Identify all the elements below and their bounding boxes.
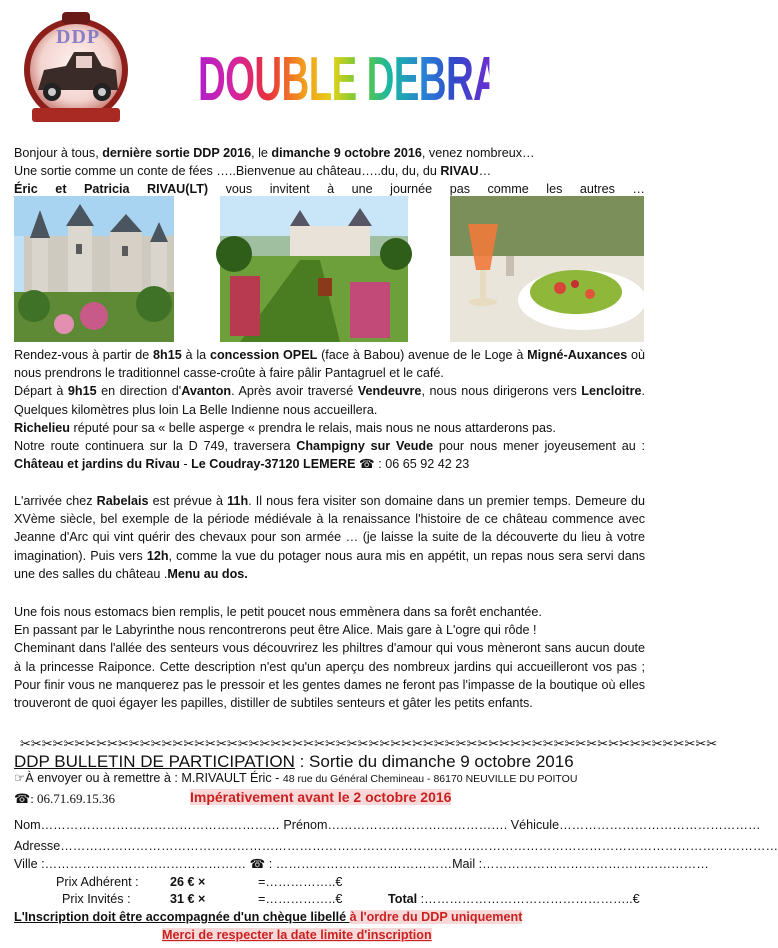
castle-photo: [14, 196, 174, 342]
address-field-line[interactable]: Adresse………………………………………………………………………………………………………………………………………………………: [14, 839, 778, 853]
grand-total-field[interactable]: Total :…………………………………………..€: [388, 892, 640, 906]
deadline-notice: Impérativement avant le 2 octobre 2016: [190, 789, 452, 805]
garden-photo: [220, 196, 408, 342]
respect-deadline-notice: Merci de respecter la date limite d'inscription: [162, 928, 432, 942]
guest-total-field[interactable]: =……………..€: [258, 892, 343, 906]
forest-line-3: Cheminant dans l'allée des senteurs vous découvrirez les philtres d'amour qui vous mèneront sans aucun doute à la princesse Raiponce. Cette description n'est qu'un aperçu des nombreux jardins qui accueilleront vos pas ; Pour finir vous ne manquerez pas le pressoir et les gentes dames ne feront pas l'impasse de la boutique où elles trouveront de quoi égayer les papilles, distiller de subtiles senteurs et gâter les petits enfants.: [14, 641, 645, 711]
guest-price: 31 € ×: [170, 892, 206, 906]
ddp-logo: [22, 8, 130, 128]
guest-price-label: Prix Invités :: [62, 892, 131, 906]
page-title: DOUBLE DEBRAYAGE PICTAVE: [198, 30, 489, 130]
route-para-2: Départ à 9h15 en direction d'Avanton. Après avoir traversé Vendeuvre, nous nous dirigerons vers Lencloitre. Quelques kilomètres plus loin La Belle Indienne nous accueillera.: [14, 384, 645, 417]
forest-line-2: En passant par le Labyrinthe nous rencontrerons peut être Alice. Mais gare à L'ogre qui rôde !: [14, 623, 537, 638]
route-para-3: Richelieu réputé pour sa « belle asperge « prendra le relais, mais nous ne nous attarderons pas.: [14, 420, 556, 435]
cheque-notice: L'Inscription doit être accompagnée d'un chèque libellé à l'ordre du DDP uniquement: [14, 910, 523, 924]
forest-block: [14, 603, 645, 712]
route-block: [14, 346, 645, 473]
meal-photo: [450, 196, 644, 342]
visit-block: [14, 492, 645, 583]
visit-para: L'arrivée chez Rabelais est prévue à 11h. Il nous fera visiter son domaine dans un premier temps. Demeure du XVème siècle, bel exemple de la période médiévale à la renaissance l'histoire de ce château commence avec Jeanne d'Arc qui vint quérir des chevaux pour son armée … (je laisse la suite de la découverte du lieu à votre imagination). Puis vers 12h, comme la vue du potager nous aura mis en appétit, un repas nous sera servi dans une des salles du château .Menu au dos.: [14, 494, 645, 581]
city-field-line[interactable]: Ville :………………………………………… ☎ : ……………………………………Mail :………………………………………………: [14, 857, 709, 871]
intro-block: [14, 144, 645, 199]
route-para-4: Notre route continuera sur la D 749, traversera Champigny sur Veude pour nous mener joyeusement au : Château et jardins du Rivau - Le Coudray-37120 LEMERE ☎ : 06 65 92 42 23: [14, 439, 645, 472]
intro-line-3: Éric et Patricia RIVAU(LT) vous invitent à une journée pas comme les autres …: [14, 182, 646, 197]
member-price: 26 € ×: [170, 875, 206, 889]
bulletin-title: DDP BULLETIN DE PARTICIPATION : Sortie du dimanche 9 octobre 2016: [14, 752, 574, 771]
logo-text: DDP: [56, 26, 101, 48]
intro-line-1: Bonjour à tous, dernière sortie DDP 2016, le dimanche 9 octobre 2016, venez nombreux…: [14, 146, 535, 160]
send-to-line: ☞À envoyer ou à remettre à : M.RIVAULT Éric - 48 rue du Général Chemineau - 86170 NEUVILLE DU POITOU: [14, 771, 578, 785]
route-para-1: Rendez-vous à partir de 8h15 à la concession OPEL (face à Babou) avenue de le Loge à Migné-Auxances où nous prendrons le traditionnel casse-croûte à faire pâlir Pantagruel et le café.: [14, 348, 646, 381]
phone-line: ☎: 06.71.69.15.36: [14, 791, 116, 806]
forest-line-1: Une fois nous estomacs bien remplis, le petit poucet nous emmènera dans sa forêt enchantée.: [14, 605, 542, 619]
name-field-line[interactable]: Nom………………………………………………… Prénom……………………………………. Véhicule…………………………………………: [14, 818, 761, 832]
member-total-field[interactable]: =……………..€: [258, 875, 343, 889]
member-price-label: Prix Adhérent :: [56, 875, 139, 889]
scissors-cut-line: ✂✂✂✂✂✂✂✂✂✂✂✂✂✂✂✂✂✂✂✂✂✂✂✂✂✂✂✂✂✂✂✂✂✂✂✂✂✂✂✂✂✂✂✂✂✂✂✂✂✂✂✂✂✂✂✂✂✂✂✂✂✂✂✂: [20, 736, 718, 751]
intro-line-2: Une sortie comme un conte de fées …..Bienvenue au château…..du, du, du RIVAU…: [14, 164, 492, 179]
